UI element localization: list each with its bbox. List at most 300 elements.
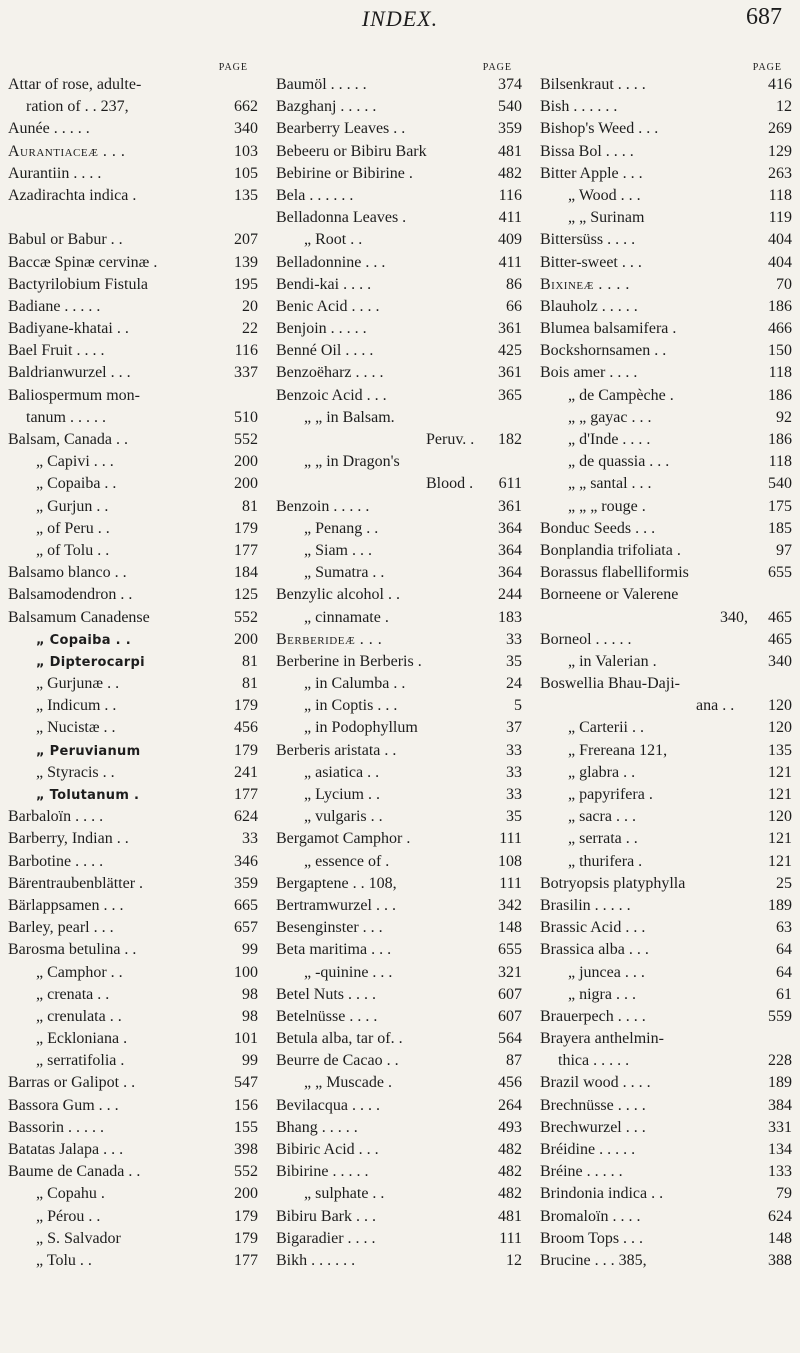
entry-term: Bibiric Acid . . .	[276, 1141, 379, 1158]
index-entry	[276, 296, 522, 318]
entry-page: 361	[498, 497, 522, 515]
entry-term: „ Pérou . .	[36, 1207, 101, 1225]
index-entry	[276, 917, 522, 939]
entry-term: Bebeeru or Bibiru Bark	[276, 142, 427, 160]
entry-term: Borneol . . . . .	[540, 630, 632, 648]
entry-term: „ „ santal . . .	[568, 475, 652, 493]
entry-term: Bilsenkraut . . . .	[540, 76, 646, 93]
index-entry	[540, 607, 792, 629]
entry-page: 121	[768, 786, 792, 803]
entry-term: Benzoic Acid . . .	[276, 386, 387, 404]
entry-list	[540, 74, 792, 1272]
entry-page: 411	[498, 253, 522, 271]
entry-page: 364	[498, 564, 522, 582]
index-entry	[276, 141, 522, 163]
index-entry	[8, 229, 258, 251]
index-entry	[276, 1006, 522, 1028]
entry-page: 22	[242, 320, 258, 338]
entry-term: „ essence of .	[304, 852, 390, 870]
index-entry	[276, 540, 522, 562]
entry-page: 228	[768, 1052, 792, 1070]
entry-page: 121	[768, 763, 792, 781]
entry-page: 175	[768, 497, 792, 515]
index-entry	[276, 252, 522, 274]
entry-page: 35	[506, 808, 522, 826]
entry-page: 120	[768, 719, 792, 737]
index-entry	[276, 740, 522, 762]
index-column-3	[540, 62, 792, 1272]
index-entry	[8, 1028, 258, 1050]
entry-term: Balsamum Canadense	[8, 608, 150, 626]
index-entry	[276, 984, 522, 1006]
index-entry	[8, 1050, 258, 1072]
entry-page: 116	[234, 342, 258, 360]
entry-term: Bittersüss . . . .	[540, 231, 636, 249]
entry-term: „ Peruvianum	[36, 743, 141, 759]
entry-term: „ Eckloniana .	[36, 1030, 128, 1048]
entry-page: 189	[768, 896, 792, 914]
entry-term: Bactyrilobium Fistula	[8, 275, 148, 293]
entry-term: „ Dipterocarpi	[36, 654, 145, 670]
entry-page: 101	[234, 1030, 258, 1048]
entry-term: „ papyrifera .	[568, 786, 653, 803]
entry-page: 189	[768, 1074, 792, 1092]
index-entry	[540, 806, 792, 828]
entry-page: 481	[498, 142, 522, 160]
entry-term: „ Capivi . . .	[36, 453, 114, 471]
index-entry	[540, 540, 792, 562]
entry-term: Brechwurzel . . .	[540, 1118, 646, 1136]
index-entry	[276, 1139, 522, 1161]
index-entry	[540, 385, 792, 407]
index-entry	[540, 252, 792, 274]
entry-term: „ „ gayac . . .	[568, 408, 652, 426]
entry-term: Brindonia indica . .	[540, 1185, 664, 1203]
entry-page: 359	[234, 874, 258, 892]
index-entry	[540, 673, 792, 695]
entry-page: 346	[234, 852, 258, 870]
entry-term: „ Camphor . .	[36, 963, 123, 981]
entry-page: 186	[768, 297, 792, 315]
entry-page: 183	[498, 608, 522, 626]
entry-term: Benjoin . . . . .	[276, 320, 367, 338]
entry-page: 482	[498, 1163, 522, 1181]
entry-term: Boswellia Bhau-Daji-	[540, 675, 680, 693]
entry-term: Baume de Canada . .	[8, 1163, 141, 1181]
entry-page: 540	[498, 98, 522, 116]
entry-page: 12	[506, 1251, 522, 1269]
index-entry	[276, 163, 522, 185]
entry-page: 121	[768, 852, 792, 870]
index-entry	[8, 496, 258, 518]
index-entry	[8, 695, 258, 717]
index-entry	[276, 1117, 522, 1139]
entry-page: 655	[498, 941, 522, 959]
entry-term: Bebirine or Bibirine .	[276, 164, 413, 182]
entry-term: Bergamot Camphor .	[276, 830, 411, 848]
entry-term: Bishop's Weed . . .	[540, 120, 659, 138]
index-entry	[276, 784, 522, 806]
index-entry	[8, 962, 258, 984]
entry-term: Blood .	[426, 475, 474, 493]
entry-term: Brasilin . . . . .	[540, 896, 631, 914]
entry-term: Bonplandia trifoliata .	[540, 541, 681, 559]
entry-page: 135	[234, 186, 258, 204]
entry-term: „ nigra . . .	[568, 985, 636, 1003]
entry-page: 361	[498, 364, 522, 382]
index-entry	[8, 540, 258, 562]
entry-term: Bergaptene . . 108,	[276, 874, 397, 892]
index-entry	[540, 562, 792, 584]
entry-term: Betel Nuts . . . .	[276, 985, 376, 1003]
entry-term: „ „ in Balsam.	[304, 408, 395, 426]
entry-page: 465	[768, 630, 792, 648]
index-entry	[540, 762, 792, 784]
index-entry	[540, 695, 792, 717]
entry-page: 139	[234, 253, 258, 271]
entry-term: Badiane . . . . .	[8, 297, 101, 315]
index-entry	[276, 895, 522, 917]
index-entry	[276, 1028, 522, 1050]
entry-term: „ Gurjunæ . .	[36, 675, 120, 693]
index-entry	[276, 229, 522, 251]
entry-term: „ Gurjun . .	[36, 497, 109, 515]
entry-page: 361	[498, 320, 522, 338]
entry-page: 481	[498, 1207, 522, 1225]
index-entry	[540, 96, 792, 118]
entry-term: „ Indicum . .	[36, 697, 117, 715]
entry-term: thica . . . . .	[558, 1052, 630, 1070]
entry-term: „ -quinine . . .	[304, 963, 393, 981]
entry-term: Brassic Acid . . .	[540, 919, 646, 937]
entry-page: 20	[242, 297, 258, 315]
entry-term: „ asiatica . .	[304, 763, 380, 781]
index-entry	[8, 252, 258, 274]
index-entry	[276, 496, 522, 518]
index-entry	[8, 96, 258, 118]
entry-page: 116	[498, 186, 522, 204]
entry-term: „ „ Muscade .	[304, 1074, 392, 1092]
index-entry	[8, 385, 258, 407]
index-entry	[540, 1250, 792, 1272]
index-entry	[276, 806, 522, 828]
index-entry	[8, 895, 258, 917]
entry-page: 607	[498, 985, 522, 1003]
entry-page: 510	[234, 408, 258, 426]
index-entry	[540, 629, 792, 651]
index-entry	[540, 1072, 792, 1094]
entry-page: 200	[234, 630, 258, 648]
entry-term: Badiyane-khatai . .	[8, 320, 129, 338]
entry-page: 37	[506, 719, 522, 737]
index-entry	[8, 207, 258, 229]
index-entry	[8, 407, 258, 429]
entry-term: „ crenulata . .	[36, 1007, 122, 1025]
index-entry	[276, 274, 522, 296]
entry-term: Bréidine . . . . .	[540, 1141, 636, 1158]
entry-page: 416	[768, 76, 792, 93]
index-entry	[540, 473, 792, 495]
index-entry	[276, 1050, 522, 1072]
entry-term: Bitter Apple . . .	[540, 164, 643, 182]
entry-page: 241	[234, 763, 258, 781]
entry-page: 493	[498, 1118, 522, 1136]
entry-term: „ juncea . . .	[568, 963, 645, 981]
entry-term: Barbaloïn . . . .	[8, 808, 104, 826]
entry-page: 118	[768, 453, 792, 471]
index-entry	[276, 407, 522, 429]
index-entry	[276, 851, 522, 873]
entry-term: „ sacra . . .	[568, 808, 636, 826]
entry-page: 456	[498, 1074, 522, 1092]
entry-term: Botryopsis platyphylla	[540, 874, 686, 892]
entry-term: Bevilacqua . . . .	[276, 1096, 380, 1114]
entry-term: Bixineæ . . . .	[540, 275, 630, 293]
entry-page: 33	[506, 630, 522, 648]
entry-page: 105	[234, 164, 258, 182]
index-entry	[8, 984, 258, 1006]
entry-term: 340,	[720, 608, 748, 626]
entry-term: Barberry, Indian . .	[8, 830, 129, 848]
entry-term: „ sulphate . .	[304, 1185, 385, 1203]
entry-term: Barras or Galipot . .	[8, 1074, 136, 1092]
entry-term: „ „ Surinam	[568, 209, 645, 227]
index-entry	[540, 1206, 792, 1228]
entry-list	[276, 74, 522, 1272]
entry-page: 99	[242, 1052, 258, 1070]
entry-page: 177	[234, 786, 258, 803]
entry-term: Bassorin . . . . .	[8, 1118, 104, 1136]
index-entry	[276, 1161, 522, 1183]
index-entry	[8, 740, 258, 762]
entry-page: 264	[498, 1096, 522, 1114]
index-entry	[8, 1095, 258, 1117]
entry-page: 374	[498, 76, 522, 93]
entry-page: 99	[242, 941, 258, 959]
index-entry	[276, 185, 522, 207]
entry-term: Bigaradier . . . .	[276, 1229, 376, 1247]
entry-term: ana . .	[696, 697, 735, 715]
index-entry	[8, 74, 258, 96]
index-entry	[540, 917, 792, 939]
page-title: INDEX.	[361, 6, 439, 31]
entry-page: 359	[498, 120, 522, 138]
entry-term: ration of . . 237,	[26, 98, 129, 116]
index-entry	[276, 873, 522, 895]
entry-page: 155	[234, 1118, 258, 1136]
entry-term: Bhang . . . . .	[276, 1118, 358, 1136]
index-entry	[540, 651, 792, 673]
entry-term: Berberideæ . . .	[276, 630, 383, 648]
index-entry	[276, 1206, 522, 1228]
entry-page: 119	[768, 209, 792, 227]
entry-term: Aurantiin . . . .	[8, 164, 102, 182]
entry-page: 200	[234, 453, 258, 471]
page-number: 687	[746, 4, 782, 30]
entry-page: 195	[234, 275, 258, 293]
entry-page: 607	[498, 1007, 522, 1025]
index-entry	[540, 1095, 792, 1117]
index-entry	[8, 1250, 258, 1272]
index-entry	[276, 673, 522, 695]
entry-term: Brechnüsse . . . .	[540, 1096, 646, 1114]
page-header	[0, 4, 800, 38]
entry-term: „ Sumatra . .	[304, 564, 385, 582]
entry-term: Bearberry Leaves . .	[276, 120, 406, 138]
index-entry	[8, 1161, 258, 1183]
entry-term: Broom Tops . . .	[540, 1229, 644, 1247]
entry-page: 456	[234, 719, 258, 737]
entry-term: Bärentraubenblätter .	[8, 874, 144, 892]
entry-page: 33	[506, 763, 522, 781]
entry-term: Bibirine . . . . .	[276, 1163, 369, 1181]
entry-term: Babul or Babur . .	[8, 231, 123, 249]
index-entry	[540, 984, 792, 1006]
index-entry	[8, 274, 258, 296]
entry-page: 186	[768, 431, 792, 448]
entry-page: 655	[768, 564, 792, 582]
index-entry	[540, 362, 792, 384]
entry-term: Berberis aristata . .	[276, 741, 397, 759]
index-entry	[8, 141, 258, 163]
entry-term: „ in Podophyllum	[304, 719, 418, 737]
entry-page: 365	[498, 386, 522, 404]
entry-term: Bertramwurzel . . .	[276, 896, 396, 914]
index-entry	[276, 207, 522, 229]
index-entry	[8, 473, 258, 495]
entry-term: „ d'Inde . . . .	[568, 431, 651, 448]
index-entry	[8, 1183, 258, 1205]
entry-term: „ serratifolia .	[36, 1052, 125, 1070]
entry-page: 244	[498, 586, 522, 604]
entry-page: 35	[506, 652, 522, 670]
entry-page: 624	[234, 808, 258, 826]
index-entry	[276, 429, 522, 451]
index-entry	[8, 118, 258, 140]
index-entry	[540, 851, 792, 873]
index-column-1	[8, 62, 258, 1272]
entry-page: 120	[768, 808, 792, 826]
index-entry	[276, 1228, 522, 1250]
entry-term: „ S. Salvador	[36, 1229, 121, 1247]
entry-page: 33	[506, 786, 522, 803]
entry-page: 540	[768, 475, 792, 493]
entry-term: „ Root . .	[304, 231, 363, 249]
index-entry	[540, 207, 792, 229]
index-entry	[8, 451, 258, 473]
entry-term: „ „ „ rouge .	[568, 497, 646, 515]
index-entry	[540, 296, 792, 318]
index-entry	[276, 118, 522, 140]
entry-term: „ Copahu .	[36, 1185, 105, 1203]
entry-term: „ of Peru . .	[36, 519, 110, 537]
entry-term: „ Frereana 121,	[568, 741, 668, 759]
entry-page: 148	[768, 1229, 792, 1247]
entry-page: 125	[234, 586, 258, 604]
index-entry	[8, 185, 258, 207]
entry-page: 150	[768, 342, 792, 360]
entry-term: „ Lycium . .	[304, 786, 380, 803]
entry-page: 79	[776, 1185, 792, 1203]
index-entry	[276, 962, 522, 984]
entry-term: „ Copaiba . .	[36, 475, 117, 493]
entry-page: 364	[498, 541, 522, 559]
entry-page: 61	[776, 985, 792, 1003]
index-entry	[540, 828, 792, 850]
entry-term: „ Nucistæ . .	[36, 719, 116, 737]
entry-term: Belladonnine . . .	[276, 253, 386, 271]
entry-page: 466	[768, 320, 792, 338]
entry-term: Brauerpech . . . .	[540, 1007, 646, 1025]
entry-page: 111	[499, 1229, 522, 1247]
index-entry	[276, 828, 522, 850]
index-entry	[540, 895, 792, 917]
index-entry	[540, 717, 792, 739]
entry-page: 665	[234, 896, 258, 914]
entry-page: 411	[498, 209, 522, 227]
entry-page: 409	[498, 231, 522, 249]
index-entry	[276, 1183, 522, 1205]
entry-page: 340	[234, 120, 258, 138]
index-entry	[540, 873, 792, 895]
index-entry	[276, 717, 522, 739]
entry-page: 404	[768, 231, 792, 249]
index-entry	[540, 141, 792, 163]
index-entry	[276, 584, 522, 606]
entry-term: Attar of rose, adulte-	[8, 76, 142, 93]
entry-page: 331	[768, 1118, 792, 1136]
entry-page: 404	[768, 253, 792, 271]
entry-term: „ de Campèche .	[568, 386, 674, 404]
entry-page: 321	[498, 963, 522, 981]
index-entry	[540, 451, 792, 473]
index-entry	[540, 1139, 792, 1161]
index-entry	[276, 1072, 522, 1094]
entry-term: Berberine in Berberis .	[276, 652, 422, 670]
entry-term: Barbotine . . . .	[8, 852, 104, 870]
index-entry	[540, 584, 792, 606]
page-column-label: PAGE	[218, 62, 248, 73]
page-column-label: PAGE	[482, 62, 512, 73]
entry-term: „ glabra . .	[568, 763, 636, 781]
entry-term: Brayera anthelmin-	[540, 1030, 664, 1048]
index-entry	[8, 828, 258, 850]
index-entry	[276, 695, 522, 717]
entry-term: Baumöl . . . . .	[276, 76, 367, 93]
entry-page: 425	[498, 342, 522, 360]
index-entry	[276, 96, 522, 118]
entry-page: 179	[234, 1207, 258, 1225]
index-entry	[276, 1095, 522, 1117]
entry-page: 118	[768, 186, 792, 204]
index-entry	[276, 651, 522, 673]
index-entry	[8, 518, 258, 540]
entry-page: 179	[234, 1229, 258, 1247]
entry-page: 559	[768, 1007, 792, 1025]
entry-term: Brazil wood . . . .	[540, 1074, 651, 1092]
entry-page: 384	[768, 1096, 792, 1114]
entry-term: Bael Fruit . . . .	[8, 342, 105, 360]
entry-page: 364	[498, 519, 522, 537]
entry-term: tanum . . . . .	[26, 408, 106, 426]
entry-page: 179	[234, 741, 258, 759]
index-entry	[8, 1006, 258, 1028]
index-entry	[8, 917, 258, 939]
entry-term: Bendi-kai . . . .	[276, 275, 372, 293]
entry-term: „ in Calumba . .	[304, 675, 406, 693]
entry-page: 340	[768, 652, 792, 670]
entry-term: Blumea balsamifera .	[540, 320, 677, 338]
